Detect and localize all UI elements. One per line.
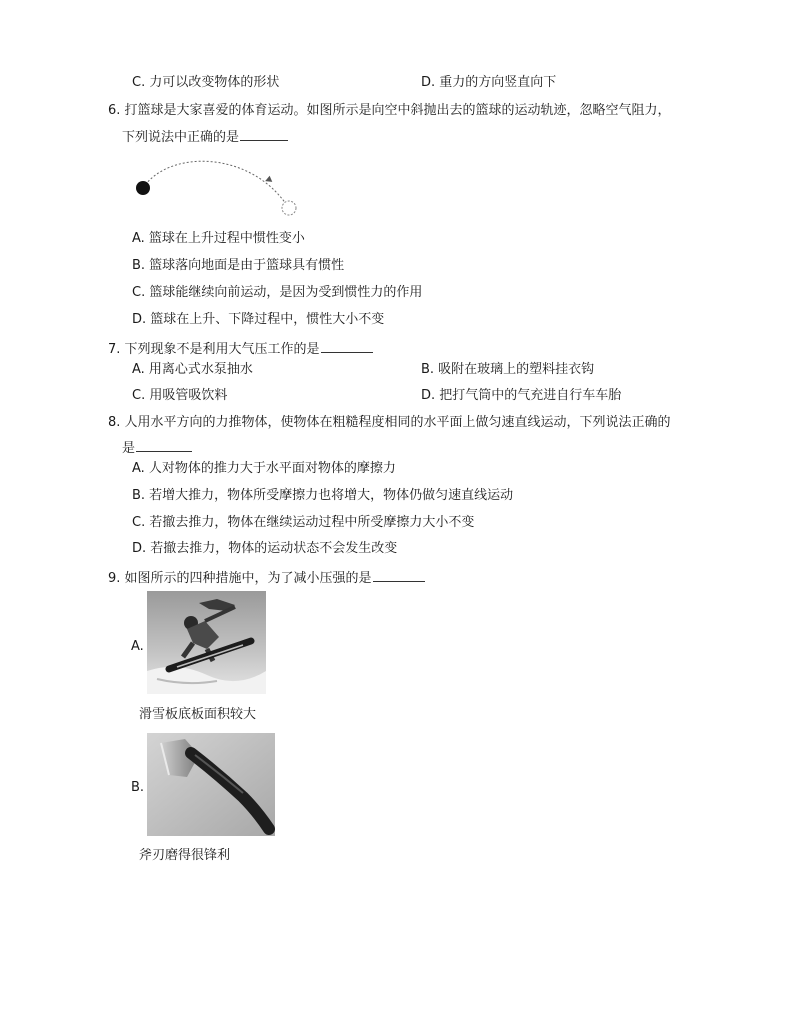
basketball-start-ball — [136, 181, 150, 195]
q7-stem — [108, 338, 373, 359]
q9-option-a-caption: 滑雪板底板面积较大 — [139, 707, 257, 722]
q8-option-b: B. 若增大推力，物体所受摩擦力也将增大，物体仍做匀速直线运动 — [132, 488, 514, 503]
q8-option-a: A. 人对物体的推力大于水平面对物体的摩擦力 — [132, 461, 396, 476]
q8-stem-text: 是 — [122, 441, 136, 456]
q5-option-d: D. 重力的方向竖直向下 — [421, 75, 557, 90]
q7-option-c: C. 用吸管吸饮料 — [132, 388, 228, 403]
q6-option-d: D. 篮球在上升、下降过程中，惯性大小不变 — [132, 312, 385, 327]
q9-option-b-letter: B. — [131, 780, 145, 795]
q9-stem — [108, 567, 425, 588]
q7-option-a: A. 用离心式水泵抽水 — [132, 362, 253, 377]
q8-stem-line2 — [122, 437, 192, 458]
q7-option-d: D. 把打气筒中的气充进自行车车胎 — [421, 388, 622, 403]
answer-blank — [373, 567, 425, 582]
axe-photo — [147, 733, 275, 836]
q9-stem-text: 9. 如图所示的四种措施中，为了减小压强的是 — [108, 571, 372, 586]
basketball-end-ball — [282, 201, 296, 215]
q6-stem-text: 下列说法中正确的是 — [122, 130, 240, 145]
answer-blank — [136, 437, 192, 452]
q8-stem-line1: 8. 人用水平方向的力推物体，使物体在粗糙程度相同的水平面上做匀速直线运动，下列说法正确的 — [108, 415, 671, 430]
q7-option-b: B. 吸附在玻璃上的塑料挂衣钩 — [421, 362, 595, 377]
q6-option-c: C. 篮球能继续向前运动，是因为受到惯性力的作用 — [132, 285, 423, 300]
q6-stem-line1: 6. 打篮球是大家喜爱的体育运动。如图所示是向空中斜抛出去的篮球的运动轨迹，忽略空气阻力， — [108, 103, 671, 118]
q7-stem-text: 7. 下列现象不是利用大气压工作的是 — [108, 342, 320, 357]
answer-blank — [321, 338, 373, 353]
q8-option-d: D. 若撤去推力，物体的运动状态不会发生改变 — [132, 541, 398, 556]
snowboarder-photo — [147, 591, 266, 694]
basketball-trajectory-figure — [128, 144, 308, 224]
answer-blank — [240, 126, 288, 141]
q9-option-a-letter: A. — [131, 639, 144, 654]
q6-option-a: A. 篮球在上升过程中惯性变小 — [132, 231, 305, 246]
q5-option-c: C. 力可以改变物体的形状 — [132, 75, 280, 90]
q8-option-c: C. 若撤去推力，物体在继续运动过程中所受摩擦力大小不变 — [132, 515, 475, 530]
trajectory-dashed-arc — [143, 161, 286, 204]
q9-option-b-caption: 斧刃磨得很锋利 — [139, 848, 231, 863]
q6-option-b: B. 篮球落向地面是由于篮球具有惯性 — [132, 258, 345, 273]
